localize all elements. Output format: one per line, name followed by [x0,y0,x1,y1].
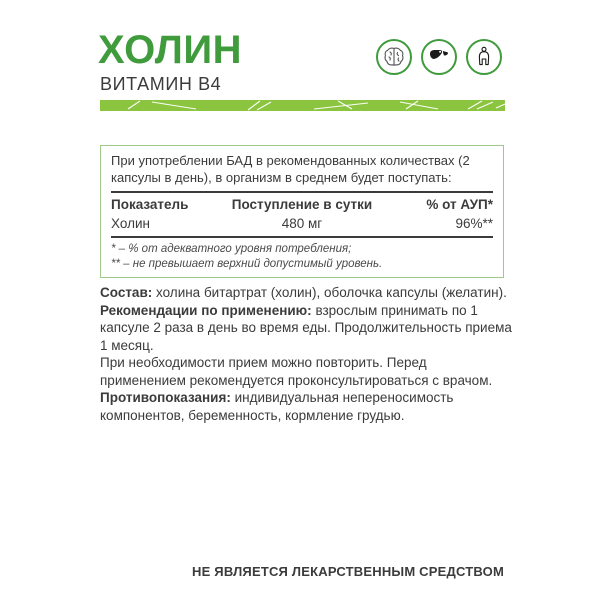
additional-text: При необходимости прием можно повторить. Перед применением рекомендуется проконсультироваться с врачом. [100,355,493,388]
table-row [111,214,493,236]
facts-cell-dose: 480 мг [281,216,323,231]
benefit-icons [376,39,502,75]
composition-label: Состав: [100,285,153,300]
info-text-block [100,284,512,424]
contraindications-label: Противопоказания: [100,390,231,405]
facts-cell-percent: 96%** [455,216,493,231]
facts-header-row [111,193,493,214]
facts-box [100,145,504,278]
facts-intro: При употреблении БАД в рекомендованных количествах (2 капсулы в день), в организм в среднем будет поступать: [111,153,470,185]
decorative-green-bar [100,100,505,111]
contraindications-text: индивидуальная непереносимость компонентов, беременность, кормление грудью. [100,390,454,423]
recommendations-text: взрослым принимать по 1 капсуле 2 раза в день во время еды. Продолжительность приема 1 месяц. [100,302,512,353]
facts-footnotes [111,238,493,271]
brain-icon [376,39,412,75]
contraindications-line [100,389,512,424]
not-a-medicine-disclaimer: НЕ ЯВЛЯЕТСЯ ЛЕКАРСТВЕННЫМ СРЕДСТВОМ [192,564,504,579]
facts-column-percent-aup: % от АУП* [426,197,493,212]
body-icon [466,39,502,75]
footnote-upper-level: ** – не превышает верхний допустимый уровень. [111,257,383,270]
composition-line [100,284,512,302]
footnote-adequate-level: * – % от адекватного уровня потребления; [111,243,352,255]
additional-line [100,354,512,389]
recommendations-line [100,302,512,355]
product-title: ХОЛИН [98,28,242,72]
liver-icon [421,39,457,75]
facts-column-daily-intake: Поступление в сутки [231,197,373,212]
recommendations-label: Рекомендации по применению: [100,302,312,318]
facts-column-indicator: Показатель [111,197,189,212]
product-subtitle: ВИТАМИН B4 [100,74,222,94]
facts-cell-name: Холин [111,216,150,231]
composition-text: холина битартрат (холин), оболочка капсулы (желатин). [152,285,507,300]
